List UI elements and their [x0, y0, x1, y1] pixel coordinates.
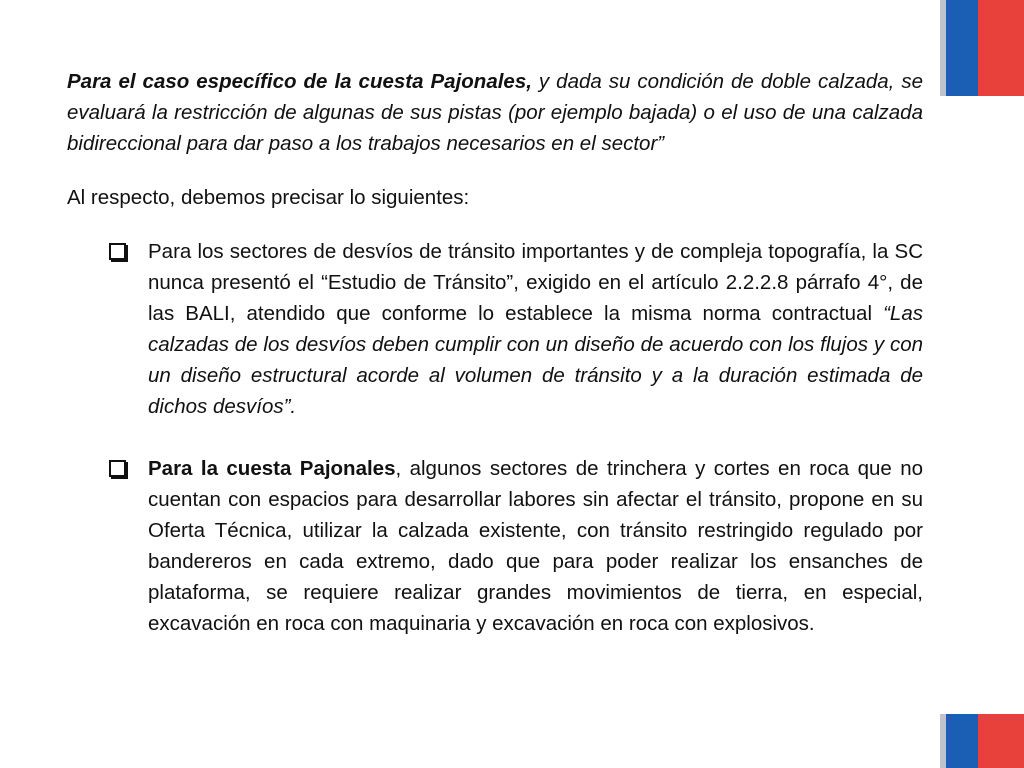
bullet-text: Para los sectores de desvíos de tránsito importantes y de compleja topografía, la SC nunca presentó el “Estudio de Tránsito”, exigido en el artículo 2.2.2.8 párrafo 4°, de las BALI, atendido que conforme lo establece la misma norma contractual — [148, 240, 923, 325]
flag-decoration-bottom — [940, 714, 1024, 768]
bullet-list — [67, 236, 923, 639]
intro-paragraph — [67, 66, 923, 159]
checkbox-bullet-icon — [109, 243, 126, 260]
intro-bold: Para el caso específico de la cuesta Pajonales, — [67, 70, 532, 93]
slide-content — [67, 66, 923, 670]
flag-red-stripe — [978, 714, 1024, 768]
bullet-text: , algunos sectores de trinchera y cortes en roca que no cuentan con espacios para desarrollar labores sin afectar el tránsito, propone en su Oferta Técnica, utilizar la calzada existente, con tránsito restringido regulado por bandereros en cada extremo, dado que para poder realizar los ensanches de plataforma, se requiere realizar grandes movimientos de tierra, en especial, excavación en roca con maquinaria y excavación en roca con explosivos. — [148, 457, 923, 635]
lead-sentence: Al respecto, debemos precisar lo siguientes: — [67, 186, 470, 209]
flag-red-stripe — [978, 0, 1024, 96]
bullet-item-desvios — [67, 236, 923, 422]
flag-blue-stripe — [946, 0, 978, 96]
intro-rest: y dada su condición de doble calzada, se evaluará la restricción de algunas de sus pistas (por ejemplo bajada) o el uso de una calzada bidireccional para dar paso a los trabajos necesarios en el sector” — [67, 70, 923, 155]
flag-decoration-top — [940, 0, 1024, 96]
bullet-bold: Para la cuesta Pajonales — [148, 457, 396, 480]
checkbox-bullet-icon — [109, 460, 126, 477]
flag-blue-stripe — [946, 714, 978, 768]
bullet-item-pajonales — [67, 453, 923, 639]
bullet-quote: “Las calzadas de los desvíos deben cumplir con un diseño de acuerdo con los flujos y con un diseño estructural acorde al volumen de tránsito y a la duración estimada de dichos desvíos”. — [148, 302, 923, 418]
